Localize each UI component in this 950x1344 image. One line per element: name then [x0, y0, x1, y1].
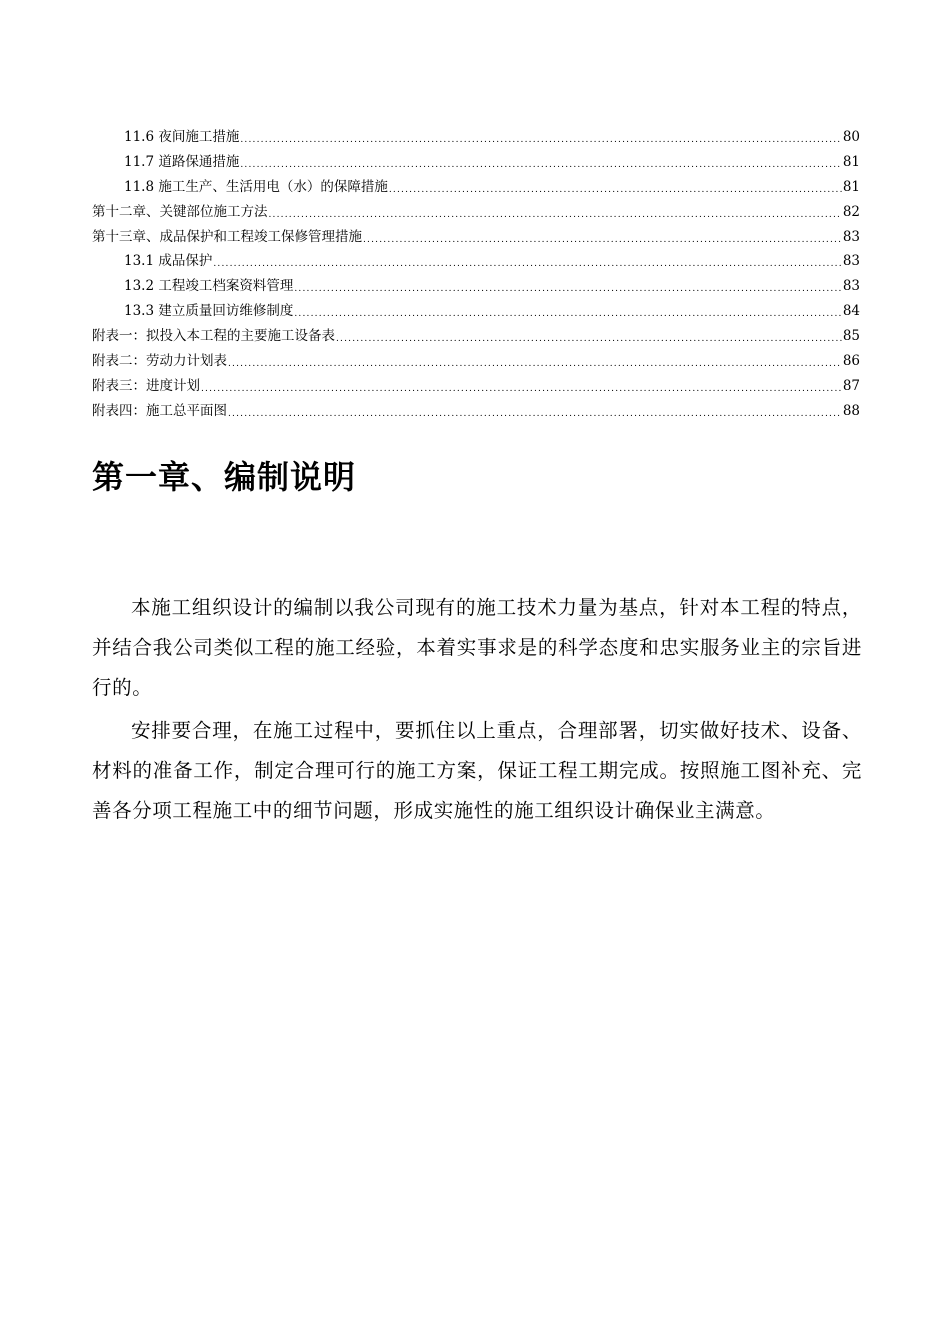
body-paragraph: 本施工组织设计的编制以我公司现有的施工技术力量为基点，针对本工程的特点，并结合我公司类似工程的施工经验，本着实事求是的科学态度和忠实服务业主的宗旨进行的。	[92, 596, 862, 699]
toc-entry-title: 第十二章、关键部位施工方法	[92, 203, 268, 220]
toc-dot-leader	[240, 125, 841, 150]
toc-entry[interactable]	[92, 175, 860, 200]
toc-dot-leader	[294, 299, 841, 324]
toc-dot-leader	[201, 374, 842, 399]
toc-dot-leader	[363, 225, 842, 250]
chapter-heading: 第一章、编制说明	[92, 458, 357, 496]
toc-entry[interactable]	[92, 225, 860, 250]
toc-entry-page: 88	[842, 402, 860, 419]
toc-entry-title: 13.1 成品保护	[124, 253, 213, 270]
toc-entry[interactable]	[92, 374, 860, 399]
toc-entry-page: 86	[842, 353, 860, 369]
toc-entry-title: 13.3 建立质量回访维修制度	[124, 303, 294, 320]
toc-entry[interactable]	[92, 150, 860, 175]
toc-entry[interactable]	[92, 125, 860, 150]
toc-entry[interactable]	[92, 274, 860, 299]
toc-entry-title: 11.8 施工生产、生活用电（水）的保障措施	[124, 178, 388, 195]
toc-entry-page: 83	[842, 278, 860, 295]
toc-dot-leader	[336, 324, 842, 349]
toc-entry-title: 附表二：劳动力计划表	[92, 353, 227, 369]
toc-entry[interactable]	[92, 324, 860, 349]
toc-dot-leader	[228, 349, 842, 374]
chapter-body	[92, 588, 862, 831]
toc-entry[interactable]	[92, 299, 860, 324]
toc-entry-title: 11.6 夜间施工措施	[124, 128, 240, 145]
body-paragraph: 安排要合理，在施工过程中，要抓住以上重点，合理部署，切实做好技术、设备、材料的准备工作，制定合理可行的施工方案，保证工程工期完成。按照施工图补充、完善各分项工程施工中的细节问题，形成实施性的施工组织设计确保业主满意。	[92, 719, 862, 822]
toc-entry-page: 84	[842, 303, 860, 320]
toc-entry[interactable]	[92, 349, 860, 374]
toc-entry-page: 81	[842, 153, 860, 170]
toc-entry-title: 第十三章、成品保护和工程竣工保修管理措施	[92, 228, 362, 245]
toc-entry[interactable]	[92, 249, 860, 274]
toc-entry-page: 80	[842, 128, 860, 145]
toc-dot-leader	[228, 399, 842, 424]
toc-entry-title: 11.7 道路保通措施	[124, 153, 240, 170]
toc-entry-page: 81	[842, 178, 860, 195]
toc-entry[interactable]	[92, 200, 860, 225]
toc-entry[interactable]	[92, 399, 860, 424]
toc-dot-leader	[294, 274, 841, 299]
table-of-contents	[92, 125, 860, 424]
toc-entry-page: 83	[842, 228, 860, 245]
toc-entry-page: 83	[842, 253, 860, 270]
toc-dot-leader	[240, 150, 841, 175]
toc-entry-page: 85	[842, 328, 860, 345]
toc-entry-title: 13.2 工程竣工档案资料管理	[124, 278, 294, 295]
toc-entry-page: 82	[842, 203, 860, 220]
toc-entry-title: 附表一：拟投入本工程的主要施工设备表	[92, 328, 335, 345]
toc-dot-leader	[269, 200, 842, 225]
toc-dot-leader	[213, 249, 841, 274]
toc-entry-title: 附表三：进度计划	[92, 377, 200, 394]
toc-entry-page: 87	[842, 377, 860, 394]
toc-dot-leader	[389, 175, 842, 200]
toc-entry-title: 附表四：施工总平面图	[92, 402, 227, 419]
